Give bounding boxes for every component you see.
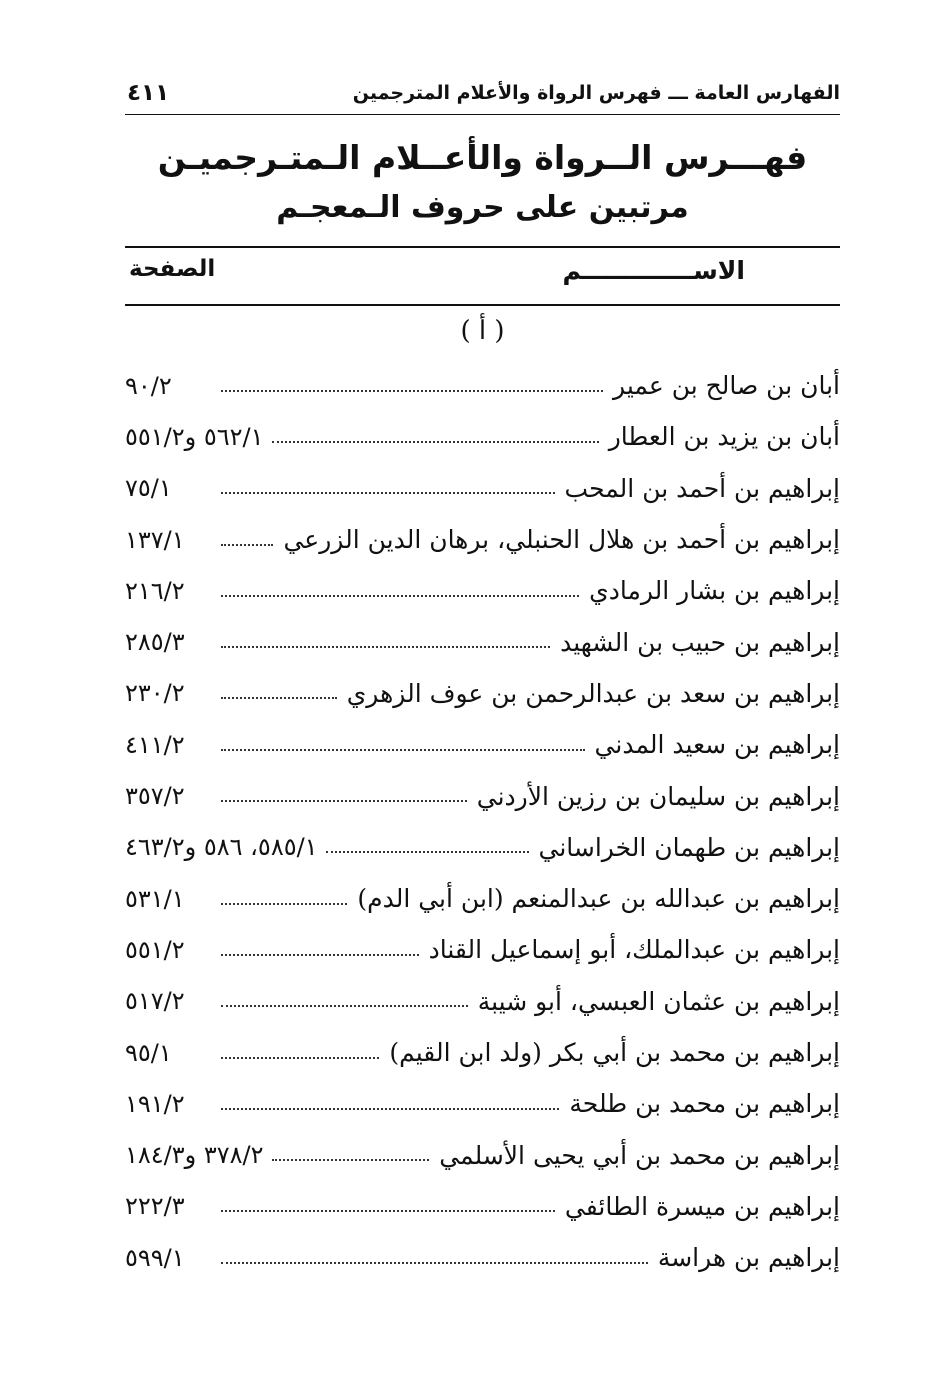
entry-name: أبان بن يزيد بن العطار <box>608 422 840 452</box>
entry-page-ref: ٥٣١/١ <box>125 884 185 913</box>
entry-page-ref: ٢٢٢/٣ <box>125 1192 185 1221</box>
dot-leader <box>221 1108 559 1110</box>
index-entry <box>125 873 840 924</box>
entry-name: إبراهيم بن سليمان بن رزين الأردني <box>476 781 840 811</box>
dot-leader <box>221 544 273 546</box>
index-entry <box>125 1181 840 1232</box>
entry-name: إبراهيم بن سعيد المدني <box>594 730 840 760</box>
entry-name: إبراهيم بن أحمد بن المحب <box>564 473 840 503</box>
section-letter: ( أ ) <box>460 316 505 346</box>
entry-page-ref: ٥١٧/٢ <box>125 987 185 1016</box>
index-entry <box>125 924 840 975</box>
entry-page-ref: ١٩١/٢ <box>125 1089 185 1118</box>
index-subtitle: مرتبين على حروف الـمعجـم <box>276 190 689 225</box>
dot-leader <box>221 1262 648 1264</box>
index-entry <box>125 463 840 514</box>
index-entries <box>125 360 840 1283</box>
entry-page-ref: ٥٦٢/١ و٥٥١/٢ <box>125 422 264 451</box>
entry-page-ref: ٣٧٨/٢ و١٨٤/٣ <box>125 1141 264 1170</box>
column-page-header: الصفحة <box>129 256 216 282</box>
dot-leader <box>221 903 347 905</box>
column-header <box>125 246 840 306</box>
page-number: ٤١١ <box>127 80 170 106</box>
dot-leader <box>221 390 603 392</box>
index-entry <box>125 1027 840 1078</box>
dot-leader <box>221 1057 379 1059</box>
dot-leader <box>221 1005 468 1007</box>
entry-page-ref: ٥٥١/٢ <box>125 935 185 964</box>
entry-name: إبراهيم بن طهمان الخراساني <box>538 832 840 862</box>
dot-leader <box>272 1159 430 1161</box>
entry-name: إبراهيم بن هراسة <box>657 1243 840 1273</box>
index-title: فهـــرس الــرواة والأعــلام الـمتـرجميـن <box>157 138 808 177</box>
index-entry <box>125 514 840 565</box>
entry-name: أبان بن صالح بن عمير <box>613 371 840 401</box>
entry-page-ref: ٥٩٩/١ <box>125 1243 185 1272</box>
entry-name: إبراهيم بن عبدالملك، أبو إسماعيل القناد <box>428 935 840 965</box>
column-name-header: الاســـــــــــــم <box>562 256 745 285</box>
entry-name: إبراهيم بن حبيب بن الشهيد <box>560 627 840 657</box>
entry-name: إبراهيم بن ميسرة الطائفي <box>564 1191 840 1221</box>
entry-page-ref: ٤١١/٢ <box>125 730 185 759</box>
entry-page-ref: ٢٣٠/٢ <box>125 679 185 708</box>
entry-page-ref: ٣٥٧/٢ <box>125 782 185 811</box>
dot-leader <box>221 954 419 956</box>
index-entry <box>125 719 840 770</box>
dot-leader <box>221 492 555 494</box>
entry-name: إبراهيم بن محمد بن أبي بكر (ولد ابن القيم) <box>389 1038 840 1067</box>
dot-leader <box>221 697 337 699</box>
index-entry <box>125 1078 840 1129</box>
entry-name: إبراهيم بن محمد بن طلحة <box>569 1089 840 1119</box>
index-entry <box>125 1232 840 1283</box>
dot-leader <box>221 749 585 751</box>
entry-page-ref: ١٣٧/١ <box>125 525 185 554</box>
index-entry <box>125 565 840 616</box>
entry-name: إبراهيم بن عبدالله بن عبدالمنعم (ابن أبي الدم) <box>357 884 840 914</box>
entry-page-ref: ٩٠/٢ <box>125 371 172 400</box>
index-entry <box>125 411 840 462</box>
running-title: الفهارس العامة ـــ فهرس الرواة والأعلام المترجمين <box>352 82 840 104</box>
index-entry <box>125 976 840 1027</box>
entry-name: إبراهيم بن عثمان العبسي، أبو شيبة <box>477 986 840 1016</box>
index-entry <box>125 360 840 411</box>
entry-page-ref: ٢١٦/٢ <box>125 576 185 605</box>
index-entry <box>125 1129 840 1180</box>
dot-leader <box>221 595 579 597</box>
entry-page-ref: ٩٥/١ <box>125 1038 172 1067</box>
index-entry <box>125 668 840 719</box>
dot-leader <box>272 441 599 443</box>
entry-name: إبراهيم بن محمد بن أبي يحيى الأسلمي <box>439 1140 840 1170</box>
dot-leader <box>326 851 529 853</box>
index-entry <box>125 616 840 667</box>
dot-leader <box>221 646 550 648</box>
index-entry <box>125 770 840 821</box>
entry-page-ref: ٥٨٥/١، ٥٨٦ و٤٦٣/٢ <box>125 833 318 862</box>
entry-name: إبراهيم بن سعد بن عبدالرحمن بن عوف الزهري <box>346 678 840 708</box>
dot-leader <box>221 1210 555 1212</box>
entry-page-ref: ٧٥/١ <box>125 474 172 503</box>
index-entry <box>125 822 840 873</box>
running-header <box>125 80 840 115</box>
dot-leader <box>221 800 467 802</box>
entry-page-ref: ٢٨٥/٣ <box>125 628 185 657</box>
entry-name: إبراهيم بن أحمد بن هلال الحنبلي، برهان الدين الزرعي <box>283 525 840 555</box>
entry-name: إبراهيم بن بشار الرمادي <box>589 576 840 606</box>
